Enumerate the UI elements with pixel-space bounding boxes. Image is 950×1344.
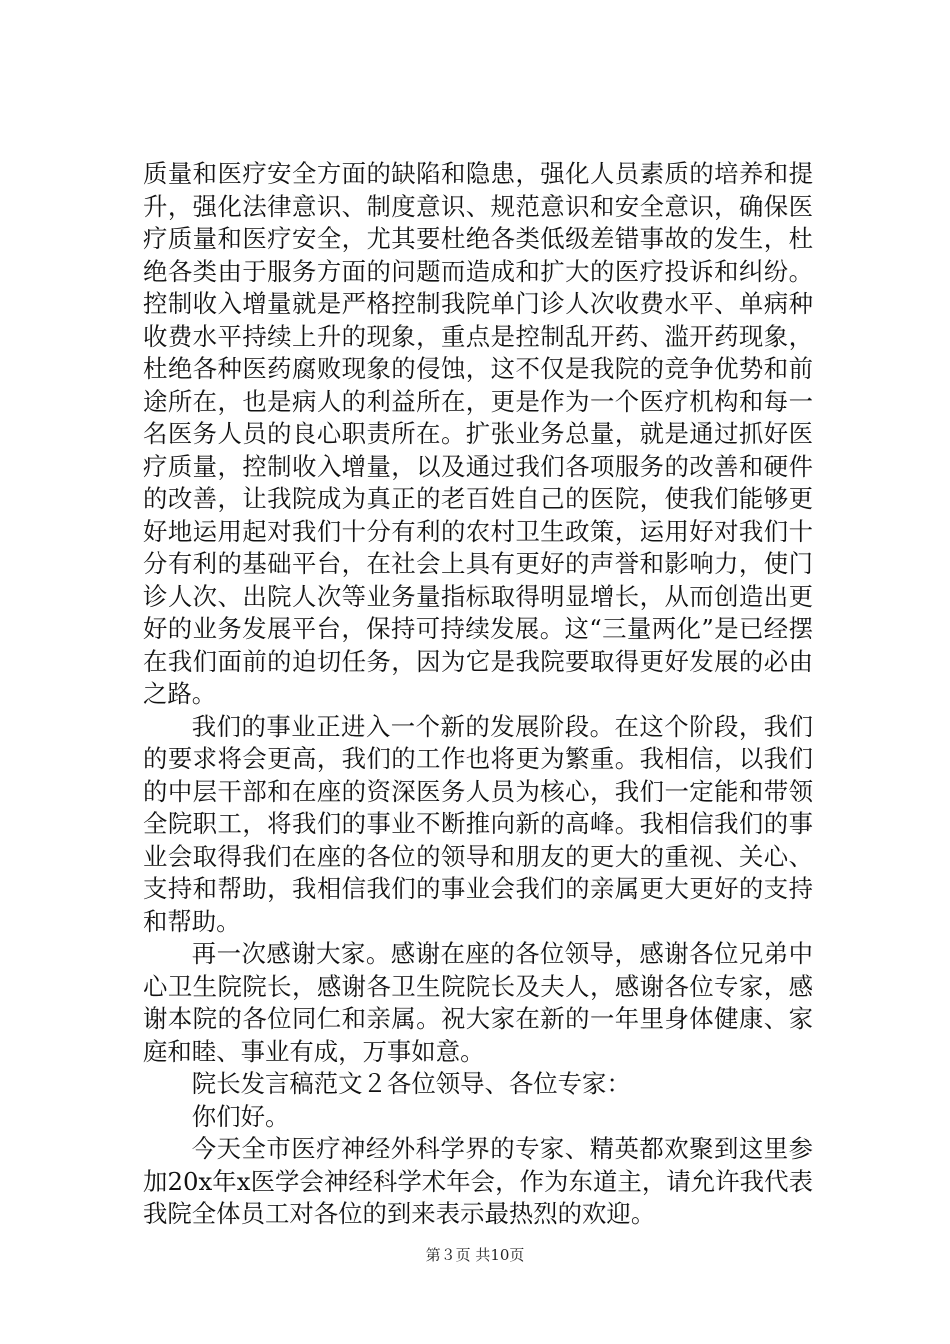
- document-body: [143, 158, 813, 1231]
- paragraph-continuation: 质量和医疗安全方面的缺陷和隐患，强化人员素质的培养和提升，强化法律意识、制度意识、规范意识和安全意识，确保医疗质量和医疗安全，尤其要杜绝各类低级差错事故的发生，杜绝各类由于服务方面的问题而造成和扩大的医疗投诉和纠纷。控制收入增量就是严格控制我院单门诊人次收费水平、单病种收费水平持续上升的现象，重点是控制乱开药、滥开药现象，杜绝各种医药腐败现象的侵蚀，这不仅是我院的竞争优势和前途所在，也是病人的利益所在，更是作为一个医疗机构和每一名医务人员的良心职责所在。扩张业务总量，就是通过抓好医疗质量，控制收入增量，以及通过我们各项服务的改善和硬件的改善，让我院成为真正的老百姓自己的医院，使我们能够更好地运用起对我们十分有利的农村卫生政策，运用好对我们十分有利的基础平台，在社会上具有更好的声誉和影响力，使门诊人次、出院人次等业务量指标取得明显增长，从而创造出更好的业务发展平台，保持可持续发展。这“三量两化”是已经摆在我们面前的迫切任务，因为它是我院要取得更好发展的必由之路。: [143, 159, 813, 708]
- paragraph-new-stage: 我们的事业正进入一个新的发展阶段。在这个阶段，我们的要求将会更高，我们的工作也将更为繁重。我相信，以我们的中层干部和在座的资深医务人员为核心，我们一定能和带领全院职工，将我们的事业不断推向新的高峰。我相信我们的事业会取得我们在座的各位的领导和朋友的更大的重视、关心、支持和帮助，我相信我们的事业会我们的亲属更大更好的支持和帮助。: [143, 711, 813, 936]
- paragraph-thanks: 再一次感谢大家。感谢在座的各位领导，感谢各位兄弟中心卫生院院长，感谢各卫生院院长及夫人，感谢各位专家，感谢本院的各位同仁和亲属。祝大家在新的一年里身体健康、家庭和睦、事业有成，万事如意。: [143, 939, 813, 1066]
- paragraph-sample-heading: 院长发言稿范文２各位领导、各位专家：: [191, 1069, 631, 1098]
- page-number-footer: 第３页 共10页: [425, 1246, 525, 1264]
- paragraph-greeting: 你们好。: [191, 1101, 290, 1131]
- paragraph-welcome: 今天全市医疗神经外科学界的专家、精英都欢聚到这里参加20x年x医学会神经科学术年会，作为东道主，请允许我代表我院全体员工对各位的到来表示最热烈的欢迎。: [143, 1134, 813, 1228]
